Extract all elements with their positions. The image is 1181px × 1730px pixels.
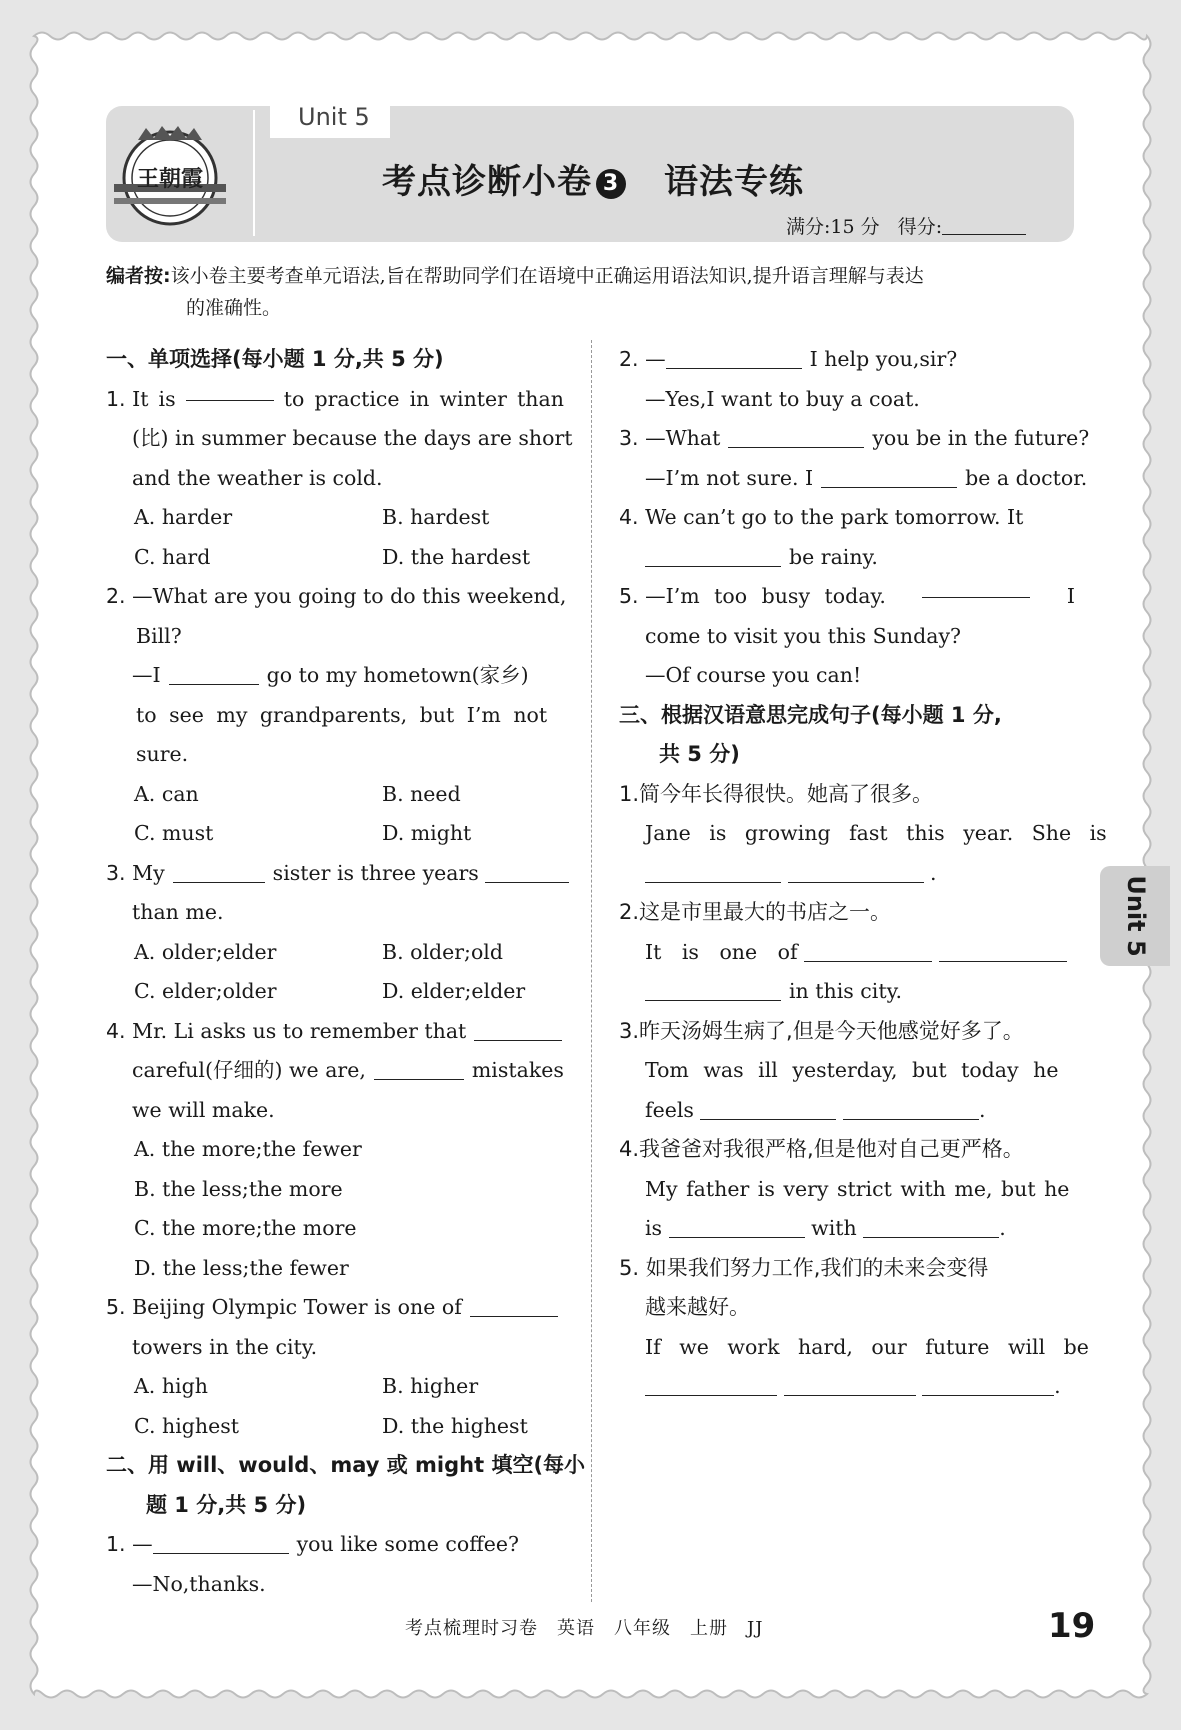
- q3-1-english: Jane is growing fast this year. She is: [645, 821, 1107, 845]
- answer-blank[interactable]: [821, 467, 957, 488]
- q1-1-line2: (比) in summer because the days are short: [132, 426, 573, 450]
- q1-5-options-cd: [106, 1407, 564, 1447]
- q3-5-blanks: .: [619, 1367, 1075, 1407]
- q3-5-chinese2: 越来越好。: [645, 1295, 750, 1319]
- score-label: 得分:: [897, 216, 943, 238]
- answer-blank[interactable]: [645, 546, 781, 567]
- logo-text: 王朝霞: [136, 166, 204, 192]
- q1-2-options-cd: [106, 814, 564, 854]
- q1-3-line2: than me.: [132, 900, 224, 924]
- option-c[interactable]: C. the more;the more: [134, 1216, 357, 1240]
- q3-5-english: If we work hard, our future will be: [645, 1334, 1089, 1359]
- answer-blank[interactable]: [153, 1533, 289, 1554]
- q1-2-line5: sure.: [136, 742, 189, 766]
- option-d[interactable]: D. the hardest: [382, 544, 531, 569]
- answer-blank[interactable]: [645, 1375, 777, 1396]
- q2-2-line2: —Yes,I want to buy a coat.: [645, 386, 920, 411]
- answer-blank[interactable]: [922, 577, 1030, 598]
- q1-2-line1: 2. —What are you going to do this weekend,: [106, 584, 567, 608]
- editor-note: [106, 260, 1074, 324]
- q2-2-line1: 2. — I help you,sir?: [619, 347, 958, 371]
- q3-1-blanks: .: [619, 854, 1075, 894]
- q3-4-english2: is with .: [645, 1216, 1006, 1240]
- part3-heading-line1: 三、根据汉语意思完成句子(每小题 1 分,: [619, 702, 1002, 727]
- q3-1-chinese: 1.简今年长得很快。她高了很多。: [619, 781, 934, 806]
- answer-blank[interactable]: [169, 664, 259, 685]
- q2-5-line1: 5. —I’m too busy today. I: [619, 577, 1075, 617]
- q1-4-line1: 4. Mr. Li asks us to remember that: [106, 1012, 564, 1052]
- q2-3-line1: 3. —What you be in the future?: [619, 426, 1090, 450]
- answer-blank[interactable]: [788, 862, 924, 883]
- footer-text: 考点梳理时习卷 英语 八年级 上册 JJ: [405, 1618, 764, 1639]
- unit-label: Unit 5: [298, 103, 370, 131]
- q1-5-options-ab: [106, 1367, 564, 1407]
- q1-2-options-ab: [106, 775, 564, 815]
- q3-2-english2: in this city.: [619, 972, 1075, 1012]
- answer-blank[interactable]: [922, 1375, 1054, 1396]
- answer-blank[interactable]: [784, 1375, 916, 1396]
- q1-5-line1: 5. Beijing Olympic Tower is one of: [106, 1288, 564, 1328]
- title-topic: 语法专练: [664, 162, 804, 202]
- editor-note-label: 编者按:: [106, 265, 171, 287]
- page-number: 19: [1048, 1606, 1096, 1646]
- q1-1-line1: 1. It is to practice in winter than: [106, 380, 564, 420]
- q3-3-chinese: 3.昨天汤姆生病了,但是今天他感觉好多了。: [619, 1018, 1024, 1043]
- answer-blank[interactable]: [374, 1059, 464, 1080]
- option-a[interactable]: A. the more;the fewer: [134, 1137, 362, 1161]
- q2-3-line2: —I’m not sure. I be a doctor.: [645, 465, 1088, 490]
- side-unit-label: Unit 5: [1122, 875, 1150, 957]
- title-number-badge: 3: [596, 169, 626, 199]
- option-a[interactable]: A. can: [134, 781, 199, 806]
- option-c[interactable]: C. hard: [134, 544, 211, 569]
- q3-2-english1: It is one of: [619, 933, 1075, 973]
- q1-5-line2: towers in the city.: [132, 1334, 318, 1359]
- page-title: [382, 154, 804, 203]
- answer-blank[interactable]: [728, 427, 864, 448]
- answer-blank[interactable]: [173, 862, 265, 883]
- answer-blank[interactable]: [645, 862, 781, 883]
- option-b[interactable]: B. older;old: [382, 939, 503, 964]
- q2-5-line2: come to visit you this Sunday?: [645, 623, 962, 648]
- editor-note-line2: 的准确性。: [186, 297, 282, 319]
- answer-blank[interactable]: [666, 348, 802, 369]
- q2-1-line2: —No,thanks.: [132, 1571, 266, 1596]
- title-main: 考点诊断小卷: [382, 162, 592, 202]
- option-b[interactable]: B. the less;the more: [134, 1176, 343, 1201]
- option-d[interactable]: D. might: [382, 821, 472, 845]
- column-divider: [591, 340, 592, 1602]
- option-d[interactable]: D. elder;elder: [382, 979, 526, 1003]
- option-c[interactable]: C. elder;older: [134, 979, 277, 1003]
- option-b[interactable]: B. higher: [382, 1374, 479, 1398]
- option-a[interactable]: A. high: [134, 1374, 208, 1398]
- answer-blank[interactable]: [669, 1217, 805, 1238]
- option-a[interactable]: A. harder: [134, 505, 233, 529]
- answer-blank[interactable]: [186, 380, 274, 401]
- editor-note-line1: 该小卷主要考查单元语法,旨在帮助同学们在语境中正确运用语法知识,提升语言理解与表达: [170, 265, 924, 287]
- right-column: [619, 340, 1107, 1407]
- q1-3-options-ab: [106, 933, 564, 973]
- answer-blank[interactable]: [474, 1020, 562, 1041]
- answer-blank[interactable]: [939, 941, 1067, 962]
- score-line: [786, 212, 1026, 239]
- q1-3-options-cd: [106, 972, 564, 1012]
- answer-blank[interactable]: [485, 862, 569, 883]
- q2-5-line3: —Of course you can!: [645, 663, 862, 687]
- part1-heading: 一、单项选择(每小题 1 分,共 5 分): [106, 347, 444, 371]
- part2-heading-line1: 二、用 will、would、may 或 might 填空(每小: [106, 1453, 586, 1477]
- option-d[interactable]: D. the less;the fewer: [134, 1255, 349, 1280]
- logo-divider: [253, 110, 255, 236]
- answer-blank[interactable]: [470, 1296, 558, 1317]
- q1-2-line4: to see my grandparents, but I’m not: [136, 702, 548, 727]
- q3-5-chinese1: 5. 如果我们努力工作,我们的未来会变得: [619, 1255, 989, 1280]
- q1-1-options-cd: [106, 538, 564, 578]
- q3-3-english1: Tom was ill yesterday, but today he: [645, 1058, 1059, 1082]
- q1-1-line3: and the weather is cold.: [132, 465, 383, 490]
- q1-2-line3: —I go to my hometown(家乡): [132, 663, 529, 687]
- q1-4-line3: we will make.: [132, 1097, 275, 1122]
- q3-3-english2: feels .: [645, 1097, 986, 1122]
- left-column: [106, 340, 586, 1604]
- full-score: 满分:15 分: [786, 216, 880, 238]
- q1-2-line2: Bill?: [136, 623, 182, 648]
- part2-heading-line2: 题 1 分,共 5 分): [146, 1492, 307, 1517]
- answer-blank[interactable]: [804, 941, 932, 962]
- q1-1-options-ab: [106, 498, 564, 538]
- answer-blank[interactable]: [700, 1099, 836, 1120]
- q2-4-line2: be rainy.: [619, 538, 1075, 578]
- q3-4-english1: My father is very strict with me, but he: [645, 1176, 1070, 1201]
- option-b[interactable]: B. need: [382, 781, 461, 806]
- score-blank[interactable]: [942, 218, 1026, 235]
- q3-4-chinese: 4.我爸爸对我很严格,但是他对自己更严格。: [619, 1137, 1024, 1161]
- q3-2-chinese: 2.这是市里最大的书店之一。: [619, 900, 892, 924]
- option-c[interactable]: C. must: [134, 821, 214, 845]
- answer-blank[interactable]: [843, 1099, 979, 1120]
- option-b[interactable]: B. hardest: [382, 505, 490, 529]
- q2-1-line1: 1. — you like some coffee?: [106, 1532, 520, 1556]
- option-d[interactable]: D. the highest: [382, 1413, 528, 1438]
- answer-blank[interactable]: [863, 1217, 999, 1238]
- q1-3-line1: 3. My sister is three years: [106, 854, 564, 894]
- part3-heading-line2: 共 5 分): [659, 742, 740, 766]
- answer-blank[interactable]: [645, 980, 781, 1001]
- publisher-logo: [108, 114, 232, 238]
- q2-4-line1: 4. We can’t go to the park tomorrow. It: [619, 505, 1024, 529]
- option-a[interactable]: A. older;elder: [134, 939, 277, 964]
- q1-4-line2: careful(仔细的) we are, mistakes: [132, 1058, 564, 1082]
- option-c[interactable]: C. highest: [134, 1413, 239, 1438]
